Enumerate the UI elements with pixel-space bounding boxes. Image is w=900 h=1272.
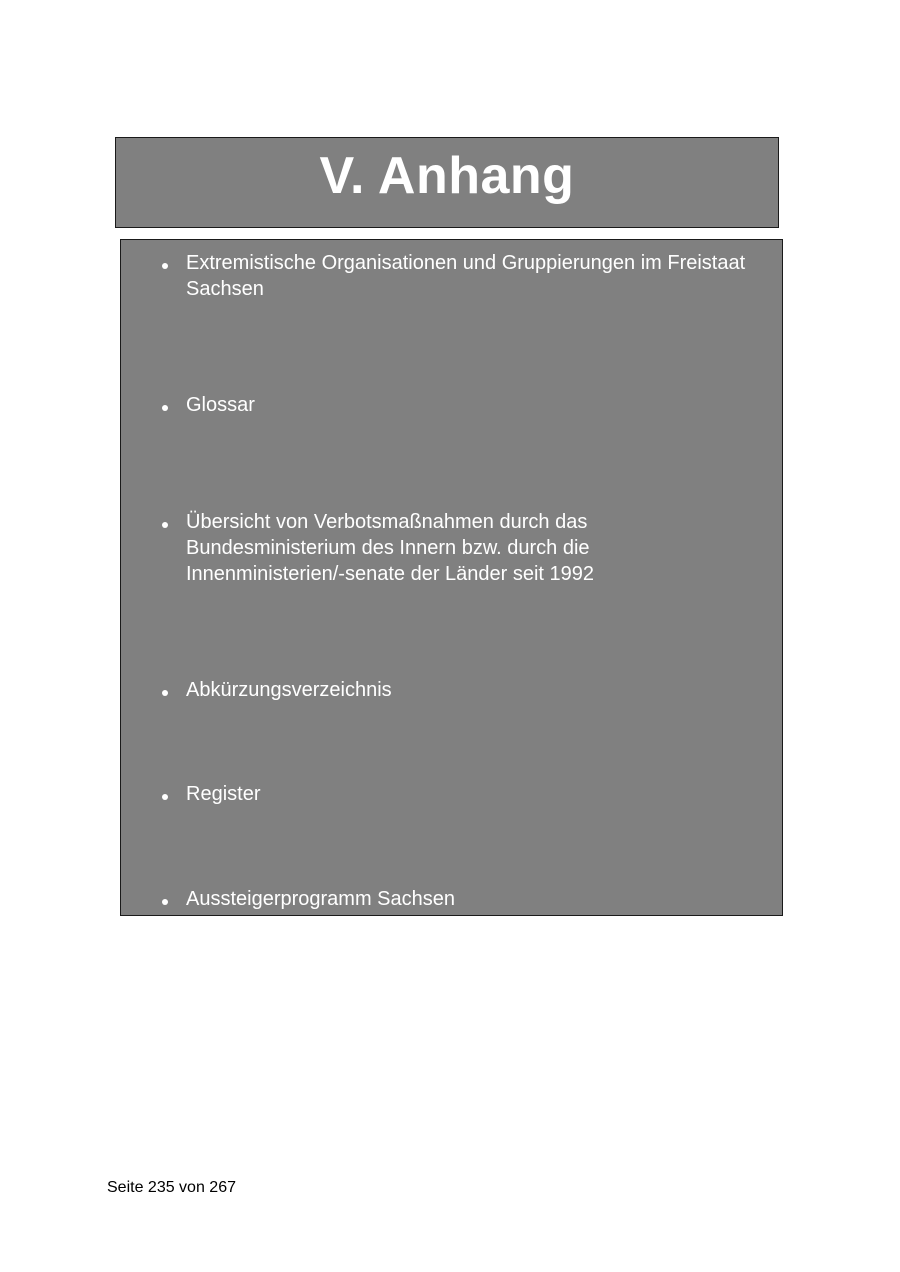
page-number: Seite 235 von 267 (107, 1179, 236, 1196)
bullet-icon (162, 690, 168, 696)
contents-list (120, 239, 783, 916)
bullet-icon (162, 794, 168, 800)
bullet-icon (162, 263, 168, 269)
list-item-text: Übersicht von Verbotsmaßnahmen durch das Bundesministerium des Innern bzw. durch die Innenministerien/-senate der Länder seit 1992 (186, 511, 595, 585)
list-item-text: Extremistische Organisationen und Gruppierungen im Freistaat Sachsen (186, 252, 746, 300)
list-item-text: Aussteigerprogramm Sachsen (186, 888, 456, 910)
list-item-text: Glossar (186, 394, 255, 416)
title-box (115, 137, 779, 228)
list-item-text: Register (186, 783, 261, 805)
bullet-icon (162, 522, 168, 528)
bullet-icon (162, 405, 168, 411)
page-title: V. Anhang (319, 146, 575, 205)
list-item-text: Abkürzungsverzeichnis (186, 679, 392, 701)
bullet-icon (162, 899, 168, 905)
